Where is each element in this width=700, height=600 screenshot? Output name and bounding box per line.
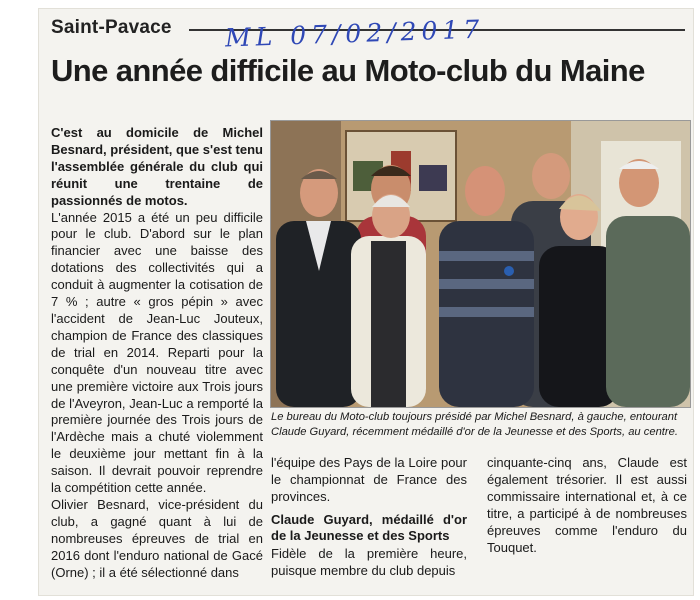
section-rubric: Saint-Pavace — [51, 17, 172, 38]
handwritten-date-note: ML 07/02/2017 — [224, 14, 485, 53]
article-lead: C'est au domicile de Michel Besnard, président, que s'est tenu l'assemblée générale du club qui réunit une trentaine de passionnés de motos. — [51, 125, 263, 208]
article-paragraph: L'année 2015 a été un peu difficile pour le club. D'abord sur le plan financier avec une baisse des dotations des collectivités qui a conduit à augmenter la cotisation de 7 % ; autre « gros pépin » avec l'accident de Jean-Luc Jouteux, champion de France des classiques de trial en 2014. Reparti pour la conquête d'un nouveau titre avec une première victoire aux Trois jours de l'Aveyron, Jean-Luc a remporté la première journée des Trois jours de l'Ardèche mais a chuté violemment le deuxième jour mettant fin à la saison. Il devrait pouvoir reprendre la compétition cette année. — [51, 209, 263, 496]
group-photo — [270, 120, 691, 408]
article-subheading: Claude Guyard, médaillé d'or de la Jeunesse et des Sports — [271, 511, 467, 543]
article-headline: Une année difficile au Moto-club du Maine — [51, 53, 645, 88]
article-paragraph: cinquante-cinq ans, Claude est également trésorier. Il est aussi commissaire international et, à ce titre, a participé à de nombreuses épreuves comme l'enduro du Touquet. — [487, 455, 687, 555]
article-paragraph: Olivier Besnard, vice-président du club, a gagné quant à lui de nombreuses épreuves de trial en 2016 dont l'enduro national de Gacé (Orne) ; il a été sélectionné dans — [51, 496, 263, 580]
article-column-2 — [271, 455, 467, 580]
photo-caption: Le bureau du Moto-club toujours présidé par Michel Besnard, à gauche, entourant Claude Guyard, récemment médaillé d'or de la Jeunesse et des Sports, au centre. — [271, 411, 678, 438]
article-paragraph: Fidèle de la première heure, puisque membre du club depuis — [271, 545, 467, 578]
article-paragraph: l'équipe des Pays de la Loire pour le championnat de France des provinces. — [271, 455, 467, 504]
article-column-3 — [487, 455, 687, 556]
article-column-1 — [51, 125, 263, 581]
newspaper-clipping — [38, 8, 694, 596]
